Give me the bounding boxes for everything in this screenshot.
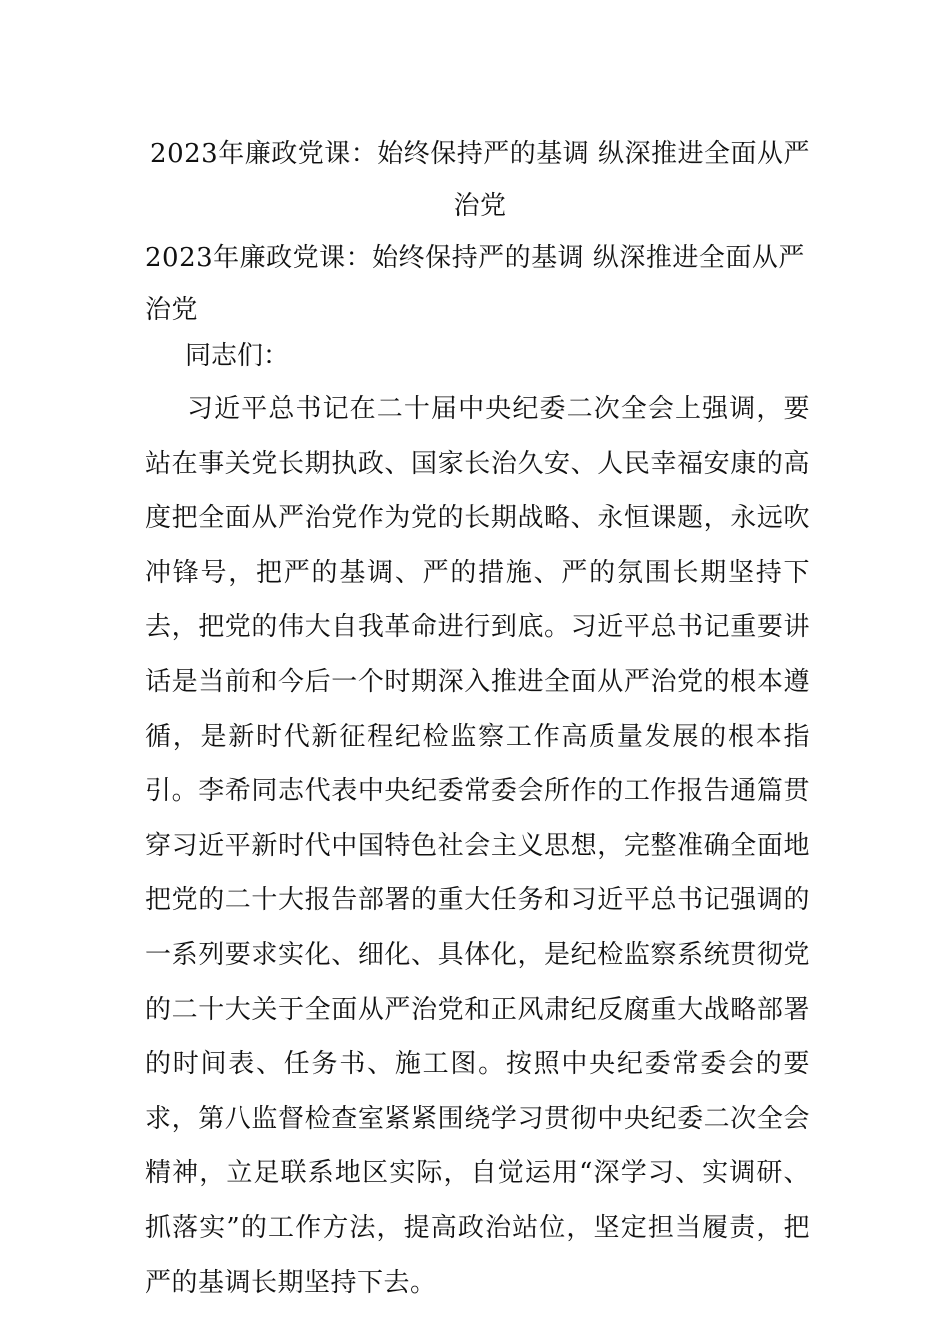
body-paragraph: 习近平总书记在二十届中央纪委二次全会上强调，要站在事关党长期执政、国家长治久安、人民幸福安康的高度把全面从严治党作为党的长期战略、永恒课题，永远吹冲锋号，把严的基调、严的措施、严的氛围长期坚持下去，把党的伟大自我革命进行到底。习近平总书记重要讲话是当前和今后一个时期深入推进全面从严治党的根本遵循，是新时代新征程纪检监察工作高质量发展的根本指引。李希同志代表中央纪委常委会所作的工作报告通篇贯穿习近平新时代中国特色社会主义思想，完整准确全面地把党的二十大报告部署的重大任务和习近平总书记强调的一系列要求实化、细化、具体化，是纪检监察系统贯彻党的二十大关于全面从严治党和正风肃纪反腐重大战略部署的时间表、任务书、施工图。按照中央纪委常委会的要求，第八监督检查室紧紧围绕学习贯彻中央纪委二次全会精神，立足联系地区实际，自觉运用“深学习、实调研、抓落实”的工作方法，提高政治站位，坚定担当履责，把严的基调长期坚持下去。	[145, 394, 810, 1298]
document-subtitle: 2023年廉政党课：始终保持严的基调 纵深推进全面从严治党	[145, 243, 805, 325]
greeting: 同志们：	[185, 341, 290, 371]
document-title: 2023年廉政党课：始终保持严的基调 纵深推进全面从严治党	[150, 139, 810, 221]
